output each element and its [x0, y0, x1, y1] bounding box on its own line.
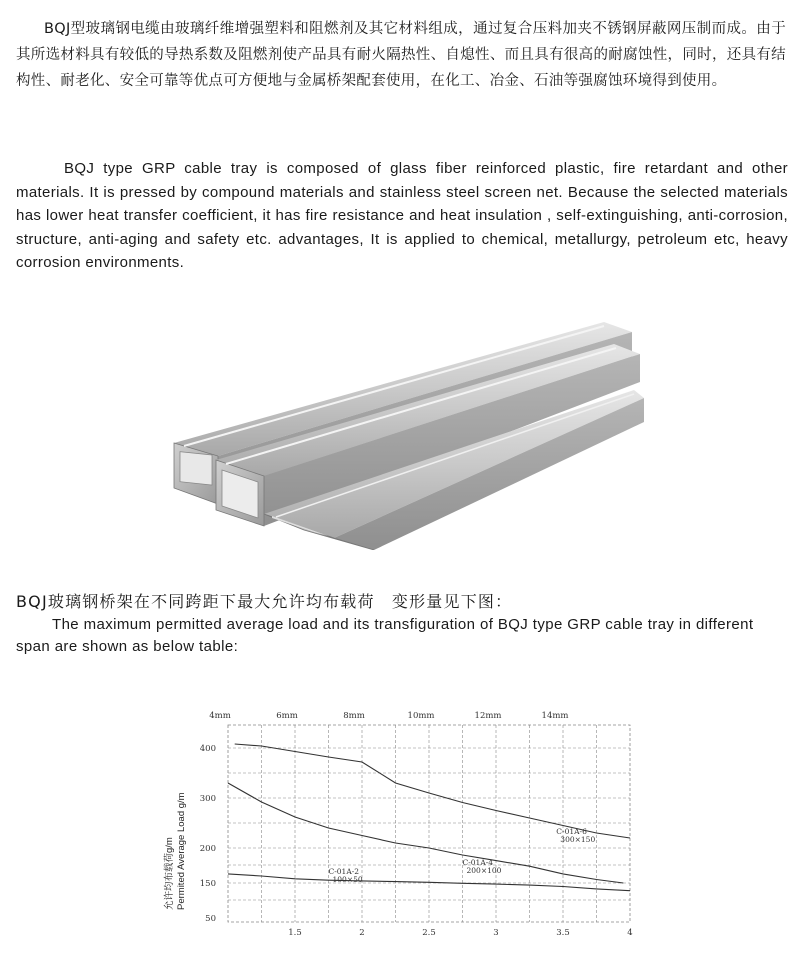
intro-english: [16, 157, 788, 275]
section-subtitle-text: The maximum permitted average load and its transfiguration of BQJ type GRP cable tray in different span are shown as below table:: [16, 616, 754, 655]
x-tick-label: 3: [493, 928, 499, 938]
top-tick-label: 4mm: [209, 711, 231, 721]
series-size-c-01a-6: 300×150: [560, 835, 596, 844]
top-tick-label: 14mm: [541, 711, 569, 721]
top-tick-label: 6mm: [276, 711, 298, 721]
series-label-c-01a-6: C-01A-6: [556, 827, 587, 836]
series-label-c-01a-4: C-01A-4: [462, 857, 494, 867]
series-size-c-01a-2: 100×50: [332, 874, 363, 884]
series-line-c-01a-6: [235, 744, 630, 838]
y-tick-label: 50: [205, 914, 216, 924]
chart-grid: [228, 725, 630, 922]
section-subtitle: [16, 614, 788, 658]
intro-chinese-text: BQJ型玻璃钢电缆由玻璃纤维增强塑料和阻燃剂及其它材料组成，通过复合压料加夹不锈钢屏蔽网压制而成。由于其所选材料具有较低的导热系数及阻燃剂使产品具有耐火隔热性、自熄性、而且具有很高的耐腐蚀性，同时，还具有结构性、耐老化、安全可靠等优点可方便地与金属桥架配套使用，在化工、冶金、石油等强腐蚀环境得到使用。: [16, 21, 786, 89]
y-tick-label: 150: [199, 879, 216, 889]
y-axis-label-en: Permited Average Load g/m: [176, 792, 187, 910]
intro-chinese: [16, 16, 786, 94]
x-tick-label: 2.5: [422, 928, 436, 938]
load-chart: [160, 700, 650, 950]
cable-tray-photo: [164, 318, 644, 550]
top-tick-label: 8mm: [343, 711, 365, 721]
top-tick-label: 12mm: [474, 711, 502, 721]
series-size-c-01a-4: 200×100: [466, 865, 502, 875]
y-tick-label: 400: [199, 744, 216, 754]
section-heading: BQJ玻璃钢桥架在不同跨距下最大允许均布载荷 变形量见下图：: [16, 592, 513, 611]
x-tick-label: 4: [627, 928, 633, 938]
series-label-c-01a-2: C-01A-2: [328, 866, 360, 876]
chart-ticks: [200, 711, 633, 938]
intro-english-text: BQJ type GRP cable tray is composed of glass fiber reinforced plastic, fire retardant and other materials. It is pressed by compound materials and stainless steel screen net. Because the selected materials has lower heat transfer coefficient, it has fire resistance and heat insulation , self-extinguishing, anti-corrosion, structure, anti-aging and safety etc. advantages, It is applied to chemical, metallurgy, petroleum etc, heavy corrosion environments.: [16, 160, 788, 271]
x-tick-label: 1.5: [288, 928, 302, 938]
x-tick-label: 2: [359, 928, 365, 938]
y-tick-label: 300: [199, 794, 216, 804]
y-axis-label-cn: 允许均布载荷g/m: [164, 837, 175, 910]
top-tick-label: 10mm: [407, 711, 435, 721]
y-tick-label: 200: [199, 844, 216, 854]
x-tick-label: 3.5: [556, 928, 570, 938]
